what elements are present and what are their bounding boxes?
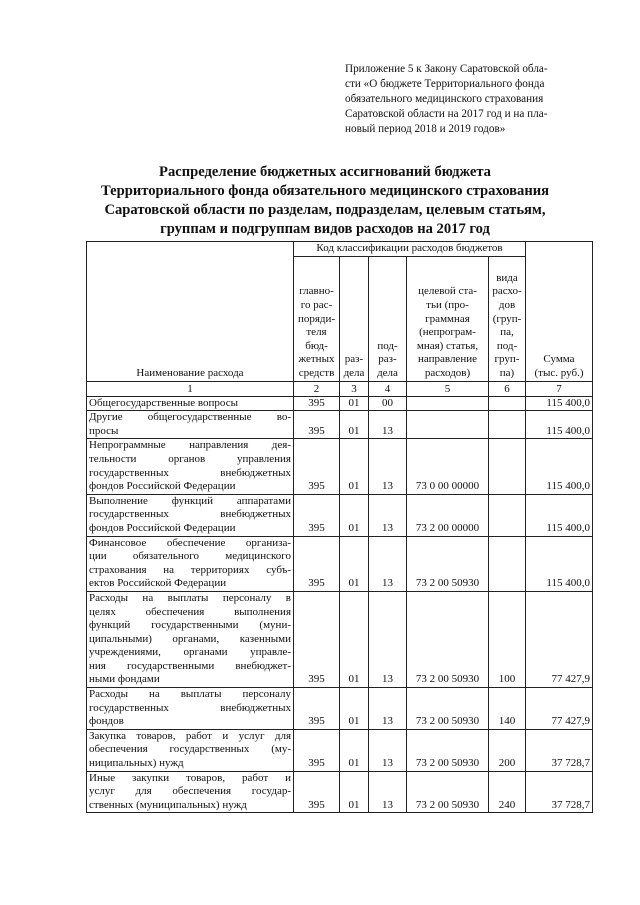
expense-name-line: Непрограммные направления дея-	[89, 439, 291, 452]
code-glavny: 395	[294, 688, 340, 730]
header-vid-line: (груп-	[492, 312, 522, 325]
code-vid: 200	[489, 729, 526, 771]
header-razdel	[340, 256, 369, 381]
header-sum-line: Сумма	[543, 353, 575, 366]
header-target-line: целевой ста-	[418, 285, 477, 298]
expense-name-line: Выполнение функций аппаратами	[89, 494, 291, 507]
code-podrazdel: 00	[369, 396, 407, 411]
title-line: Территориального фонда обязательного медицинского страхования	[100, 183, 550, 199]
expense-name	[87, 536, 294, 591]
header-glavny-line: бюд-	[305, 339, 328, 352]
expense-name-line: Закупка товаров, работ и услуг для	[89, 729, 291, 742]
code-vid	[489, 536, 526, 591]
header-vid-line: дов	[498, 299, 516, 312]
budget-table	[86, 241, 593, 813]
annex-line: обязательного медицинского страхования	[345, 93, 544, 105]
code-razdel: 01	[340, 396, 369, 411]
title-line: Распределение бюджетных ассигнований бюджета	[159, 164, 491, 180]
column-number: 3	[340, 381, 369, 396]
code-glavny: 395	[294, 729, 340, 771]
table-row	[87, 439, 593, 494]
code-target: 73 2 00 50930	[407, 729, 489, 771]
header-vid-line: па)	[499, 367, 515, 379]
header-glavny-line: главно-	[299, 285, 334, 298]
code-vid: 100	[489, 591, 526, 687]
expense-name	[87, 494, 294, 536]
table-row	[87, 688, 593, 730]
code-glavny: 395	[294, 439, 340, 494]
table-row	[87, 729, 593, 771]
expense-name-line: государственных внебюджетных	[89, 701, 291, 714]
header-sum	[526, 242, 593, 382]
expense-name-line: Другие общегосударственные во-	[89, 411, 291, 424]
annex-line: Саратовской области на 2017 год и на пла-	[345, 108, 548, 120]
code-razdel: 01	[340, 494, 369, 536]
code-podrazdel: 13	[369, 439, 407, 494]
header-glavny-line: средств	[298, 367, 335, 379]
header-vid-line: вида	[496, 271, 518, 284]
sum-value: 115 400,0	[526, 494, 593, 536]
header-glavny-line: теля	[306, 326, 327, 339]
expense-name-line: Иные закупки товаров, работ и	[89, 771, 291, 784]
code-podrazdel: 13	[369, 411, 407, 439]
table-row	[87, 494, 593, 536]
expense-name-line: государственных внебюджетных	[89, 508, 291, 521]
expense-name-line: фондов Российской Федерации	[89, 521, 236, 534]
expense-name-line: Расходы на выплаты персоналу	[89, 688, 291, 701]
code-glavny: 395	[294, 536, 340, 591]
header-podrazdel-line: под-	[377, 339, 398, 352]
code-razdel: 01	[340, 771, 369, 813]
code-glavny: 395	[294, 591, 340, 687]
column-number: 7	[526, 381, 593, 396]
sum-value: 77 427,9	[526, 591, 593, 687]
expense-name-line: ектов Российской Федерации	[89, 577, 227, 590]
column-number: 1	[87, 381, 294, 396]
annex-line: новый период 2018 и 2019 годов»	[345, 123, 506, 135]
header-target-line: направление	[418, 353, 477, 366]
sum-value: 37 728,7	[526, 729, 593, 771]
code-target: 73 2 00 50930	[407, 536, 489, 591]
header-glavny-line: жетных	[298, 353, 335, 366]
code-glavny: 395	[294, 396, 340, 411]
title-line: Саратовской области по разделам, подразделам, целевым статьям,	[104, 202, 546, 218]
header-target	[407, 256, 489, 381]
header-vid-line: груп-	[494, 353, 520, 366]
code-vid	[489, 439, 526, 494]
table-row	[87, 396, 593, 411]
expense-name-line: ственных (муниципальных) нужд	[89, 798, 247, 811]
expense-name	[87, 439, 294, 494]
table-row	[87, 411, 593, 439]
expense-name	[87, 411, 294, 439]
column-number: 5	[407, 381, 489, 396]
code-vid	[489, 411, 526, 439]
expense-name-line: тельности органов управления	[89, 452, 291, 465]
annex-line: сти «О бюджете Территориального фонда	[345, 78, 545, 90]
code-glavny: 395	[294, 494, 340, 536]
header-name: Наименование расхода	[87, 242, 294, 382]
header-glavny-line: го рас-	[300, 299, 333, 312]
code-podrazdel: 13	[369, 771, 407, 813]
sum-value: 37 728,7	[526, 771, 593, 813]
column-number: 6	[489, 381, 526, 396]
column-number-row	[87, 381, 593, 396]
header-target-line: мная) статья,	[416, 339, 479, 352]
code-razdel: 01	[340, 411, 369, 439]
expense-name	[87, 688, 294, 730]
expense-name	[87, 771, 294, 813]
code-razdel: 01	[340, 439, 369, 494]
code-target	[407, 396, 489, 411]
sum-value: 115 400,0	[526, 411, 593, 439]
expense-name-line: ципальными) органами, казенными	[89, 632, 291, 645]
expense-name	[87, 396, 294, 411]
code-target: 73 2 00 50930	[407, 591, 489, 687]
column-number: 2	[294, 381, 340, 396]
title-line: группам и подгруппам видов расходов на 2017 год	[160, 221, 490, 237]
annex-line: Приложение 5 к Закону Саратовской обла-	[345, 63, 548, 75]
table-row	[87, 591, 593, 687]
code-podrazdel: 13	[369, 494, 407, 536]
table-row	[87, 771, 593, 813]
header-podrazdel-line: дела	[377, 367, 398, 379]
expense-name	[87, 591, 294, 687]
header-vid-line: под-	[496, 339, 518, 352]
sum-value: 115 400,0	[526, 439, 593, 494]
expense-name-line: Общегосударственные вопросы	[89, 396, 238, 409]
header-code-group: Код классификации расходов бюджетов	[294, 242, 526, 257]
code-glavny: 395	[294, 771, 340, 813]
header-target-line: расходов)	[424, 367, 471, 379]
expense-name	[87, 729, 294, 771]
header-razdel-line: раз-	[344, 353, 364, 366]
expense-name-line: ции обязательного медицинского	[89, 550, 291, 563]
header-glavny	[294, 256, 340, 381]
header-target-line: (непрограм-	[419, 326, 476, 339]
expense-name-line: ния государственными внебюджет-	[89, 659, 291, 672]
column-number: 4	[369, 381, 407, 396]
code-podrazdel: 13	[369, 591, 407, 687]
code-vid: 140	[489, 688, 526, 730]
expense-name-line: учреждениями, органами управле-	[89, 646, 291, 659]
code-vid: 240	[489, 771, 526, 813]
expense-name-line: функций государственными (муни-	[89, 619, 291, 632]
code-razdel: 01	[340, 688, 369, 730]
expense-name-line: ными фондами	[89, 673, 160, 686]
expense-name-line: ниципальных) нужд	[89, 757, 184, 770]
annex-note	[345, 62, 595, 137]
sum-value: 77 427,9	[526, 688, 593, 730]
code-vid	[489, 396, 526, 411]
document-title	[60, 163, 590, 239]
header-vid-line: па,	[500, 326, 514, 339]
expense-name-line: фондов Российской Федерации	[89, 480, 236, 493]
sum-value: 115 400,0	[526, 396, 593, 411]
expense-name-line: государственных внебюджетных	[89, 466, 291, 479]
expense-name-line: Финансовое обеспечение организа-	[89, 536, 291, 549]
sum-value: 115 400,0	[526, 536, 593, 591]
expense-name-line: обеспечения государственных (му-	[89, 743, 291, 756]
code-razdel: 01	[340, 591, 369, 687]
code-podrazdel: 13	[369, 688, 407, 730]
code-target: 73 0 00 00000	[407, 439, 489, 494]
code-target: 73 2 00 50930	[407, 771, 489, 813]
code-vid	[489, 494, 526, 536]
expense-name-line: целях обеспечения выполнения	[89, 605, 291, 618]
code-podrazdel: 13	[369, 536, 407, 591]
header-vid	[489, 256, 526, 381]
expense-name-line: фондов	[89, 715, 124, 728]
header-podrazdel	[369, 256, 407, 381]
code-target: 73 2 00 50930	[407, 688, 489, 730]
header-sum-line: (тыс. руб.)	[534, 367, 584, 379]
code-glavny: 395	[294, 411, 340, 439]
expense-name-line: страхования на территориях субъ-	[89, 563, 291, 576]
expense-name-line: услуг для обеспечения государ-	[89, 785, 291, 798]
expense-name-line: Расходы на выплаты персоналу в	[89, 591, 291, 604]
header-vid-line: расхо-	[492, 285, 522, 298]
code-target: 73 2 00 00000	[407, 494, 489, 536]
header-target-line: тьи (про-	[426, 299, 469, 312]
expense-name-line: просы	[89, 424, 119, 437]
table-row	[87, 536, 593, 591]
code-target	[407, 411, 489, 439]
header-razdel-line: дела	[343, 367, 365, 379]
code-razdel: 01	[340, 536, 369, 591]
header-podrazdel-line: раз-	[378, 353, 397, 366]
header-glavny-line: поряди-	[297, 312, 336, 325]
header-target-line: граммная	[425, 312, 470, 325]
code-razdel: 01	[340, 729, 369, 771]
code-podrazdel: 13	[369, 729, 407, 771]
